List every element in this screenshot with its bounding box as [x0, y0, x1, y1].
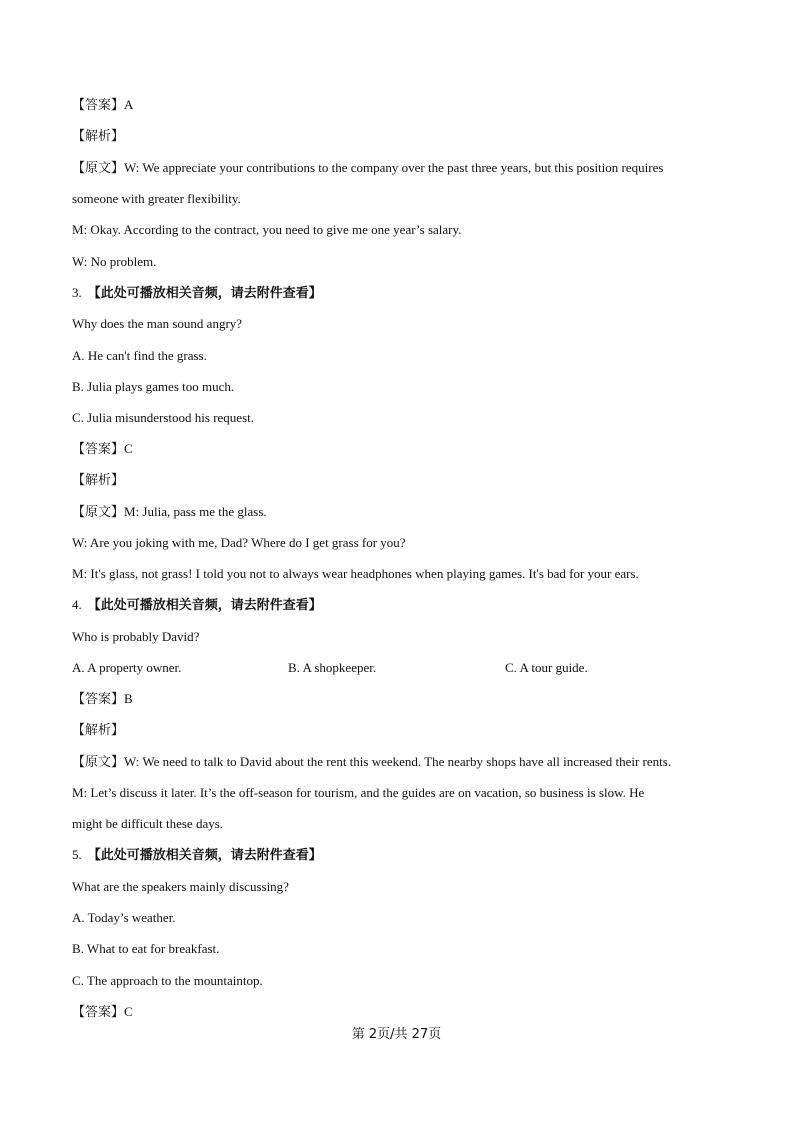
- analysis-tag: 【解析】: [72, 473, 125, 488]
- question-3-option-b: [72, 379, 733, 395]
- question-text: Why does the man sound angry?: [72, 316, 243, 331]
- transcript-line: [72, 785, 733, 801]
- question-text: What are the speakers mainly discussing?: [72, 879, 289, 894]
- transcript-text: M: Okay. According to the contract, you need to give me one year’s salary.: [72, 222, 462, 237]
- question-text: Who is probably David?: [72, 629, 200, 644]
- transcript-line: [72, 254, 733, 270]
- question-number: 3.: [72, 285, 82, 300]
- audio-link[interactable]: 【此处可播放相关音频，请去附件查看】: [87, 598, 322, 613]
- answer-value: C: [124, 1004, 133, 1019]
- transcript-text: M: Julia, pass me the glass.: [124, 504, 267, 519]
- analysis-line: [72, 722, 733, 739]
- transcript-text: W: We appreciate your contributions to the company over the past three years, but this position requires: [124, 160, 664, 175]
- transcript-line: [72, 504, 733, 521]
- transcript-line: [72, 535, 733, 551]
- option-text: A. Today’s weather.: [72, 910, 176, 925]
- option-text: C. Julia misunderstood his request.: [72, 410, 254, 425]
- answer-tag: 【答案】: [72, 692, 125, 707]
- transcript-line: [72, 222, 733, 238]
- transcript-text: W: We need to talk to David about the rent this weekend. The nearby shops have all increased their rents.: [124, 754, 672, 769]
- answer-line: [72, 97, 733, 114]
- transcript-line: [72, 566, 733, 582]
- transcript-tag: 【原文】: [72, 755, 125, 770]
- question-5-option-a: [72, 910, 733, 926]
- answer-line: [72, 691, 733, 708]
- transcript-text: might be difficult these days.: [72, 816, 224, 831]
- option-text: A. He can't find the grass.: [72, 348, 207, 363]
- analysis-line: [72, 472, 733, 489]
- audio-link[interactable]: 【此处可播放相关音频，请去附件查看】: [87, 286, 322, 301]
- transcript-text: someone with greater flexibility.: [72, 191, 241, 206]
- question-5-header: [72, 847, 733, 864]
- option-text: A. A property owner.: [72, 660, 182, 675]
- option-text: C. The approach to the mountaintop.: [72, 973, 263, 988]
- answer-tag: 【答案】: [72, 1005, 125, 1020]
- question-4-header: [72, 597, 733, 614]
- question-5-text: [72, 879, 733, 895]
- option-text: B. A shopkeeper.: [288, 660, 377, 675]
- page-footer: [0, 1027, 793, 1043]
- answer-value: B: [124, 691, 133, 706]
- analysis-tag: 【解析】: [72, 129, 125, 144]
- answer-tag: 【答案】: [72, 442, 125, 457]
- transcript-text: W: Are you joking with me, Dad? Where do I get grass for you?: [72, 535, 406, 550]
- question-number: 4.: [72, 597, 82, 612]
- answer-line: [72, 1004, 733, 1021]
- transcript-line: [72, 816, 733, 832]
- question-3-option-c: [72, 410, 733, 426]
- option-text: B. Julia plays games too much.: [72, 379, 235, 394]
- transcript-tag: 【原文】: [72, 161, 125, 176]
- audio-link[interactable]: 【此处可播放相关音频，请去附件查看】: [87, 848, 322, 863]
- option-text: B. What to eat for breakfast.: [72, 941, 220, 956]
- transcript-line: [72, 160, 733, 177]
- transcript-text: W: No problem.: [72, 254, 157, 269]
- question-number: 5.: [72, 847, 82, 862]
- transcript-tag: 【原文】: [72, 505, 125, 520]
- answer-tag: 【答案】: [72, 98, 125, 113]
- question-3-text: [72, 316, 733, 332]
- question-3-header: [72, 285, 733, 302]
- answer-value: C: [124, 441, 133, 456]
- question-4-option-a: [72, 660, 181, 676]
- question-4-text: [72, 629, 733, 645]
- analysis-line: [72, 128, 733, 145]
- question-5-option-b: [72, 941, 733, 957]
- transcript-text: M: It's glass, not grass! I told you not to always wear headphones when playing games. It's bad for your ears.: [72, 566, 639, 581]
- transcript-line-cont: [72, 191, 733, 207]
- answer-value: A: [124, 97, 134, 112]
- page-number: 第 2页/共 27页: [351, 1027, 442, 1042]
- question-4-option-c: [505, 660, 588, 676]
- transcript-line: [72, 754, 733, 771]
- answer-line: [72, 441, 733, 458]
- transcript-text: M: Let’s discuss it later. It’s the off-season for tourism, and the guides are on vacation, so business is slow. He: [72, 785, 645, 800]
- analysis-tag: 【解析】: [72, 723, 125, 738]
- question-5-option-c: [72, 973, 733, 989]
- question-4-option-b: [288, 660, 376, 676]
- question-3-option-a: [72, 348, 733, 364]
- option-text: C. A tour guide.: [505, 660, 588, 675]
